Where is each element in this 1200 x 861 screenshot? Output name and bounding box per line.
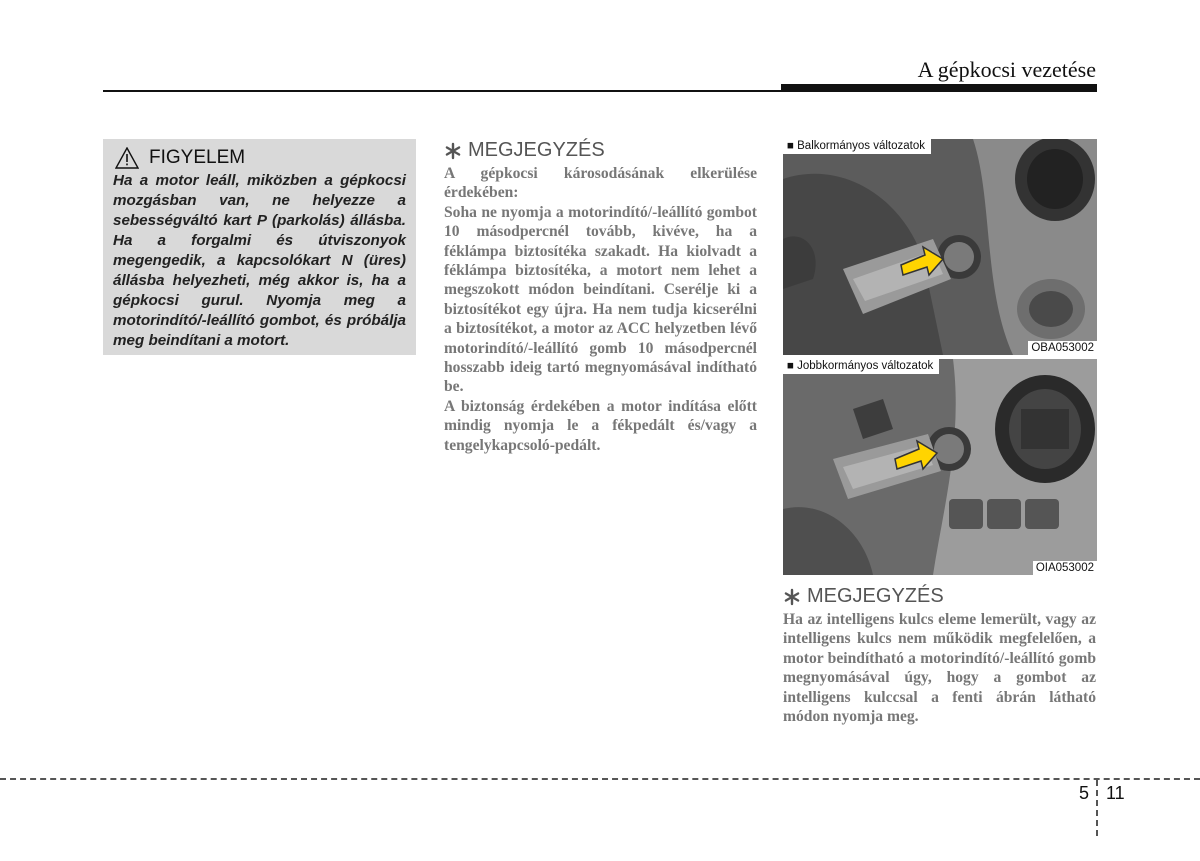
note-title: MEGJEGYZÉS xyxy=(468,139,605,161)
chapter-number: 5 xyxy=(1079,783,1090,803)
figure-left-hand-drive xyxy=(783,139,1097,355)
note-smart-key xyxy=(783,585,1096,726)
header-rule-accent xyxy=(781,84,1097,91)
warning-text: Ha a motor leáll, miközben a gépkocsi mozgásban van, ne helyezze a sebességváltó kart P (parkolás) állásba. Ha a forgalmi és útviszonyok megengedik, a kapcsolókart N (üres) állásba helyezheti, még akkor is, ha a gépkocsi gurul. Nyomja meg a motorindító/-leállító gombot, és próbálja meg beindítani a motort. xyxy=(113,172,406,349)
note-paragraph: Soha ne nyomja a motorindító/-leállító gombot 10 másodpercnél tovább, kivéve, ha a féklámpa biztosítéka szakadt. Ha kiolvadt a féklámpa biztosítéka, a motort nem lehet a megszokott módon beindítani. Cserélje ki a biztosítékot egy újra. Ha nem tudja kicserélni a biztosítékot, a motor az ACC helyzetben lévő motorindító/-leállító gomb 10 másodpercnél hosszabb ideig tartó megnyomásával indítható be. xyxy=(444,203,757,396)
note-damage-prevention xyxy=(444,139,757,455)
warning-header xyxy=(113,147,406,169)
page-number-divider xyxy=(1096,780,1098,836)
start-button-key-photo xyxy=(783,139,1097,355)
note-paragraph: Ha az intelligens kulcs eleme lemerült, vagy az intelligens kulcs nem működik megfelelően, a motor beindítható a motorindító/-leállító gomb megnyomásával úgy, hogy a gombot az intelligens kulccsal a fenti ábrán látható módon nyomja meg. xyxy=(783,611,1096,726)
warning-title: FIGYELEM xyxy=(149,147,246,168)
note-header xyxy=(783,585,1096,608)
asterisk-icon xyxy=(783,588,801,606)
start-button-key-photo xyxy=(783,359,1097,575)
footer-rule xyxy=(0,778,1200,780)
figure-caption: ■ Balkormányos változatok xyxy=(783,139,931,154)
figure-right-hand-drive xyxy=(783,359,1097,575)
figure-code: OBA053002 xyxy=(1028,341,1097,355)
note-paragraph: A biztonság érdekében a motor indítása előtt mindig nyomja le a fékpedált és/vagy a tengelykapcsoló-pedált. xyxy=(444,397,757,454)
note-subtitle: A gépkocsi károsodásának elkerülése érdekében: xyxy=(444,165,757,202)
asterisk-icon xyxy=(444,142,462,160)
warning-triangle-icon xyxy=(115,147,139,169)
note-header xyxy=(444,139,757,162)
page-header-title: A gépkocsi vezetése xyxy=(917,57,1096,82)
warning-box xyxy=(103,139,416,355)
page-number: 11 xyxy=(1106,783,1125,803)
figure-code: OIA053002 xyxy=(1033,561,1097,575)
note-title: MEGJEGYZÉS xyxy=(807,585,944,607)
figure-caption: ■ Jobbkormányos változatok xyxy=(783,359,939,374)
